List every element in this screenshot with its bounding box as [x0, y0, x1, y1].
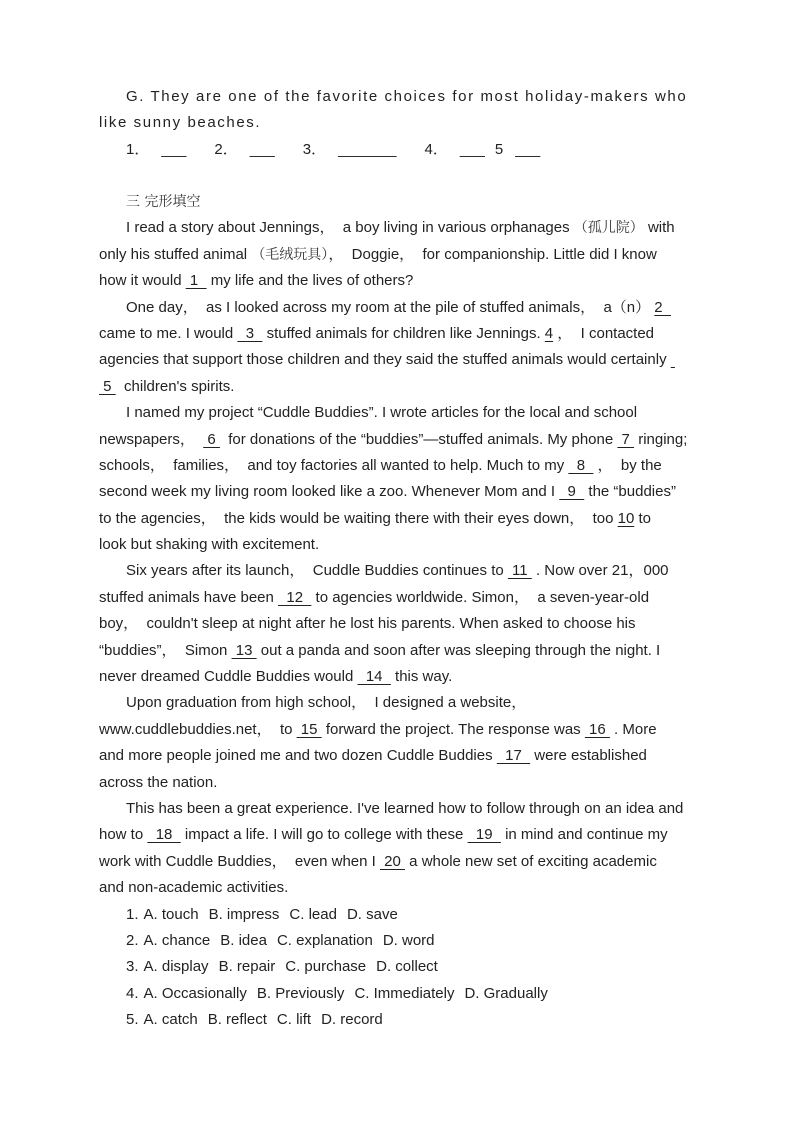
chinese-gloss: （孤儿院）: [573, 220, 644, 237]
passage-text: children's spirits.: [115, 377, 235, 395]
answer-option[interactable]: B. reflect: [207, 1011, 267, 1029]
answer-option[interactable]: B. idea: [220, 931, 267, 949]
blank-number: 17: [496, 747, 531, 765]
passage-line: [99, 453, 705, 479]
answer-slot: [303, 137, 397, 163]
passage-text: this way.: [390, 668, 453, 686]
passage-line: [99, 743, 705, 769]
blank-number: 9: [559, 483, 585, 501]
passage-text: to the agencies， the kids would be waiting there with their eyes down， too: [99, 509, 618, 527]
passage-text: the “buddies”: [584, 483, 676, 501]
passage-text: look but shaking with excitement.: [99, 536, 320, 554]
answer-number: 1．: [126, 140, 150, 158]
passage-text: ， I contacted: [553, 324, 655, 342]
answer-option[interactable]: C. lift: [276, 1011, 312, 1029]
question-number: 4.: [126, 984, 139, 1002]
passage-text: in mind and continue my: [500, 826, 668, 844]
passage-text: I named my project “Cuddle Buddies”. I wrote articles for the local and school: [126, 404, 638, 422]
passage-text: . More: [609, 720, 657, 738]
passage-text: . Now over 21，000: [531, 562, 669, 580]
passage-line: [99, 770, 705, 796]
passage-line: [99, 400, 705, 426]
passage-line: [99, 664, 705, 690]
passage-text: stuffed animals have been: [99, 588, 279, 606]
passage-text: how it would: [99, 272, 186, 290]
cloze-passage: [99, 215, 705, 901]
passage-text: I read a story about Jennings， a boy living in various orphanages: [126, 219, 574, 237]
blank-number: 11: [507, 562, 532, 580]
passage-text: Upon graduation from high school， I designed a website，: [126, 694, 527, 712]
answer-option[interactable]: D. Gradually: [464, 984, 548, 1002]
answer-option[interactable]: D. save: [346, 905, 398, 923]
passage-text: newspapers，: [99, 430, 204, 448]
passage-text: stuffed animals for children like Jennings.: [262, 324, 545, 342]
answer-option[interactable]: C. purchase: [285, 958, 367, 976]
passage-text: my life and the lives of others?: [206, 272, 414, 290]
blank-number: 10: [617, 509, 635, 527]
answer-option[interactable]: D. word: [382, 931, 435, 949]
blank-number: 5: [99, 377, 116, 395]
passage-text: This has been a great experience. I've learned how to follow through on an idea and: [126, 799, 684, 817]
blank-number: 12: [278, 588, 312, 606]
passage-text: only his stuffed animal: [99, 245, 252, 263]
passage-text: www.cuddlebuddies.net， to: [99, 720, 297, 738]
blank-number: 14: [357, 668, 391, 686]
passage-text: to agencies worldwide. Simon， a seven-year-old: [311, 588, 650, 606]
passage-line: [99, 479, 705, 505]
passage-line: [99, 506, 705, 532]
passage-line: [99, 717, 705, 743]
passage-line: [99, 585, 705, 611]
question-row: [99, 981, 705, 1007]
answer-slot: [126, 137, 186, 163]
answer-number: 3．: [302, 140, 327, 158]
blank-number: 2: [654, 298, 671, 316]
passage-line: [99, 558, 705, 584]
chinese-gloss: （毛绒玩具）: [251, 246, 329, 263]
blank-number: 13: [231, 641, 257, 659]
passage-line: [99, 347, 705, 373]
option-g-line-1: G. They are one of the favorite choices for most holiday-makers who: [126, 88, 688, 105]
passage-line: [99, 427, 705, 453]
passage-text: impact a life. I will go to college with these: [180, 826, 468, 844]
answer-option[interactable]: B. Previously: [256, 984, 345, 1002]
answer-slot: [495, 137, 540, 163]
passage-text: forward the project. The response was: [321, 720, 585, 738]
answer-option[interactable]: A. chance: [143, 931, 211, 949]
passage-text: second week my living room looked like a zoo. Whenever Mom and I: [99, 483, 560, 501]
question-row: [99, 1007, 705, 1033]
answer-option[interactable]: A. display: [143, 958, 209, 976]
passage-text: out a panda and soon after was sleeping through the night. I: [256, 641, 661, 659]
blank-number: 20: [379, 852, 406, 870]
passage-text: ringing;: [634, 430, 688, 448]
question-row: [99, 954, 705, 980]
reading-option-g: [99, 84, 705, 163]
passage-text: One day， as I looked across my room at the pile of stuffed animals， a（n）: [126, 298, 655, 316]
blank-number: 4: [544, 324, 554, 342]
answer-blank: ___: [161, 140, 187, 158]
answer-number: 4．: [424, 140, 448, 158]
answer-blank: ___: [515, 140, 541, 158]
passage-line: [99, 849, 705, 875]
answer-option[interactable]: B. impress: [208, 905, 280, 923]
passage-text: ， Doggie， for companionship. Little did I know: [328, 245, 657, 263]
question-number: 3.: [126, 958, 139, 976]
question-number: 2.: [126, 931, 139, 949]
answer-option[interactable]: A. catch: [143, 1011, 198, 1029]
answer-option[interactable]: A. touch: [143, 905, 199, 923]
answer-option[interactable]: D. record: [321, 1011, 383, 1029]
passage-line: [99, 215, 705, 241]
answer-option[interactable]: B. repair: [218, 958, 276, 976]
section-heading: 三 完形填空: [126, 194, 201, 210]
question-number: 5.: [126, 1011, 139, 1029]
answer-number: 5: [494, 140, 504, 158]
answer-option[interactable]: C. lead: [289, 905, 337, 923]
answer-row: [99, 137, 705, 163]
passage-text: were established: [530, 747, 647, 765]
blank-number: 8: [568, 456, 594, 474]
answer-option[interactable]: C. Immediately: [354, 984, 455, 1002]
passage-text: and more people joined me and two dozen Cuddle Buddies: [99, 747, 497, 765]
blank-number: 19: [467, 826, 501, 844]
passage-text: across the nation.: [99, 773, 218, 791]
answer-blank: _______: [338, 140, 397, 158]
passage-text: a whole new set of exciting academic: [405, 852, 657, 870]
answer-number: 2．: [214, 140, 238, 158]
question-row: [99, 902, 705, 928]
passage-text: work with Cuddle Buddies， even when I: [99, 852, 380, 870]
passage-line: [99, 822, 705, 848]
passage-text: agencies that support those children and they said the stuffed animals would certainly: [99, 351, 671, 369]
blank-number: 6: [203, 430, 220, 448]
blank-number: 1: [185, 272, 207, 290]
passage-text: to: [634, 509, 651, 527]
passage-line: [99, 690, 705, 716]
passage-line: [99, 242, 705, 268]
passage-line: [99, 796, 705, 822]
passage-text: Six years after its launch， Cuddle Buddies continues to: [126, 562, 508, 580]
blank-number: [671, 351, 675, 368]
answer-slot: [425, 137, 485, 163]
cloze-section: [99, 189, 705, 1034]
passage-line: [99, 532, 705, 558]
answer-option[interactable]: C. explanation: [276, 931, 373, 949]
option-g-line-2: like sunny beaches.: [99, 114, 262, 132]
blank-number: 16: [584, 720, 610, 738]
question-list: [99, 902, 705, 1034]
passage-text: and non-academic activities.: [99, 879, 289, 897]
passage-line: [99, 875, 705, 901]
passage-line: [99, 638, 705, 664]
passage-text: ， by the: [593, 456, 662, 474]
passage-line: [99, 611, 705, 637]
passage-line: [99, 295, 705, 321]
answer-option[interactable]: A. Occasionally: [143, 984, 247, 1002]
passage-line: [99, 321, 705, 347]
blank-number: 7: [617, 430, 635, 448]
passage-text: came to me. I would: [99, 324, 238, 342]
passage-line: [99, 374, 705, 400]
passage-text: with: [643, 219, 675, 237]
blank-number: 15: [296, 720, 322, 738]
passage-text: “buddies”， Simon: [99, 641, 232, 659]
blank-number: 18: [147, 826, 181, 844]
question-row: [99, 928, 705, 954]
passage-line: [99, 268, 705, 294]
passage-text: boy， couldn't sleep at night after he lost his parents. When asked to choose his: [99, 615, 636, 633]
passage-text: schools， families， and toy factories all wanted to help. Much to my: [99, 456, 569, 474]
passage-text: for donations of the “buddies”—stuffed animals. My phone: [219, 430, 618, 448]
passage-text: never dreamed Cuddle Buddies would: [99, 668, 358, 686]
answer-option[interactable]: D. collect: [376, 958, 438, 976]
answer-slot: [214, 137, 274, 163]
question-number: 1.: [126, 905, 139, 923]
blank-number: 3: [237, 324, 263, 342]
passage-text: how to: [99, 826, 148, 844]
answer-blank: ___: [249, 140, 275, 158]
answer-blank: ___: [459, 140, 485, 158]
